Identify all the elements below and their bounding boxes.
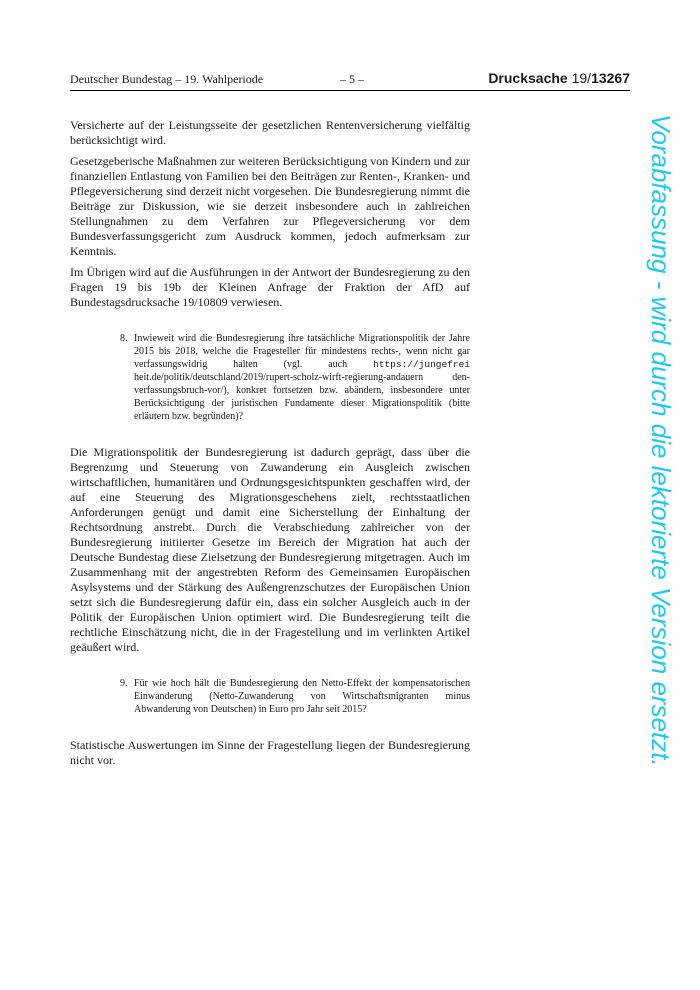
drucksache-prefix: 19/ [571, 70, 592, 86]
answer-8: Die Migrationspolitik der Bundesregierung ist dadurch geprägt, dass über die Begrenzung und Steuerung von Zuwanderung ein Ausgleich zwischen wirtschaftlichen, humanitären und Ordnungsgesichtspunkten geschaffen wird, der auf eine Steuerung des Migrationsgeschehens zielt, rechtsstaatlichen Anforderungen genügt und damit eine Sicherstellung der Einhaltung der Rechtsordnung anstrebt. Durch die Verabschiedung zahlreicher von der Bundesregierung initiierter Gesetze im Bereich der Migration hat auch der Deutsche Bundestag diese Zielsetzung der Bundesregierung mitgetragen. Auch im Zusammenhang mit der angestrebten Reform des Gemeinsamen Europäischen Asylsystems und der Stärkung des Außengrenzschutzes der Europäischen Union setzt sich die Bundesregierung dafür ein, dass ein solcher Ausgleich auch in der Politik der Europäischen Union optimiert wird. Die Bundesregierung teilt die rechtliche Einschätzung nicht, die in der Fragestellung und im verlinkten Artikel geäußert wird. [70, 445, 470, 654]
paragraph: Im Übrigen wird auf die Ausführungen in der Antwort der Bundesregierung zu den Fragen 19 bis 19b der Kleinen Anfrage der Fraktion der AfD auf Bundestagsdrucksache 19/10809 verwiesen. [70, 265, 470, 309]
question-9 [120, 677, 470, 716]
question-text: Für wie hoch hält die Bundesregierung den Netto-Effekt der kompensatorischen Einwanderung (Netto-Zuwanderung von Wirtschaftsmigranten minus Abwanderung von Deutschen) in Euro pro Jahr seit 2015? [134, 678, 470, 715]
question-text-cont: heit.de/politik/deutschland/2019/rupert-scholz-wirft-regierung-andauern den-verfassungsbruch-vor/), konkret fortsetzen bzw. abändern, insbesondere unter Berücksichtigung der juristischen Fundamente dieser Migrationspolitik (bitte erläutern bzw. begründen)? [134, 372, 470, 422]
drucksache-number: 13267 [591, 70, 630, 86]
document-body [70, 118, 470, 774]
drucksache-id [488, 70, 630, 86]
paragraph: Versicherte auf der Leistungsseite der gesetzlichen Rentenversicherung vielfältig berücksichtigt wird. [70, 118, 470, 147]
header-parliament: Deutscher Bundestag – 19. Wahlperiode [70, 72, 264, 86]
page-header [70, 72, 630, 91]
drucksache-label: Drucksache [488, 70, 568, 86]
question-number: 9. [120, 678, 128, 689]
page-number: – 5 – [340, 72, 364, 86]
question-8 [120, 332, 470, 423]
paragraph: Gesetzgeberische Maßnahmen zur weiteren Berücksichtigung von Kindern und zur finanziellen Entlastung von Familien bei den Beiträgen zur Renten-, Kranken- und Pflegeversicherung sind derzeit nicht vorgesehen. Die Bundesregierung nimmt die Beiträge zur Diskussion, wie sie derzeit insbesondere auch in zahlreichen Stellungnahmen zu dem Verfahren zur Pflegeversicherung vor dem Bundesverfassungsgericht zum Ausdruck kommen, jedoch aufmerksam zur Kenntnis. [70, 154, 470, 258]
preliminary-version-watermark: Vorabfassung - wird durch die lektorierte Version ersetzt. [646, 114, 676, 767]
question-text: Inwieweit wird die Bundesregierung ihre tatsächliche Migrationspolitik der Jahre 2015 bis 2018, welche die Fragesteller für mindestens rechts-, wenn nicht gar verfassungswidrig halten (vgl. auch [134, 333, 470, 370]
question-number: 8. [120, 333, 128, 344]
question-link[interactable]: https://jungefrei [373, 359, 470, 370]
answer-9: Statistische Auswertungen im Sinne der Fragestellung liegen der Bundesregierung nicht vor. [70, 738, 470, 767]
